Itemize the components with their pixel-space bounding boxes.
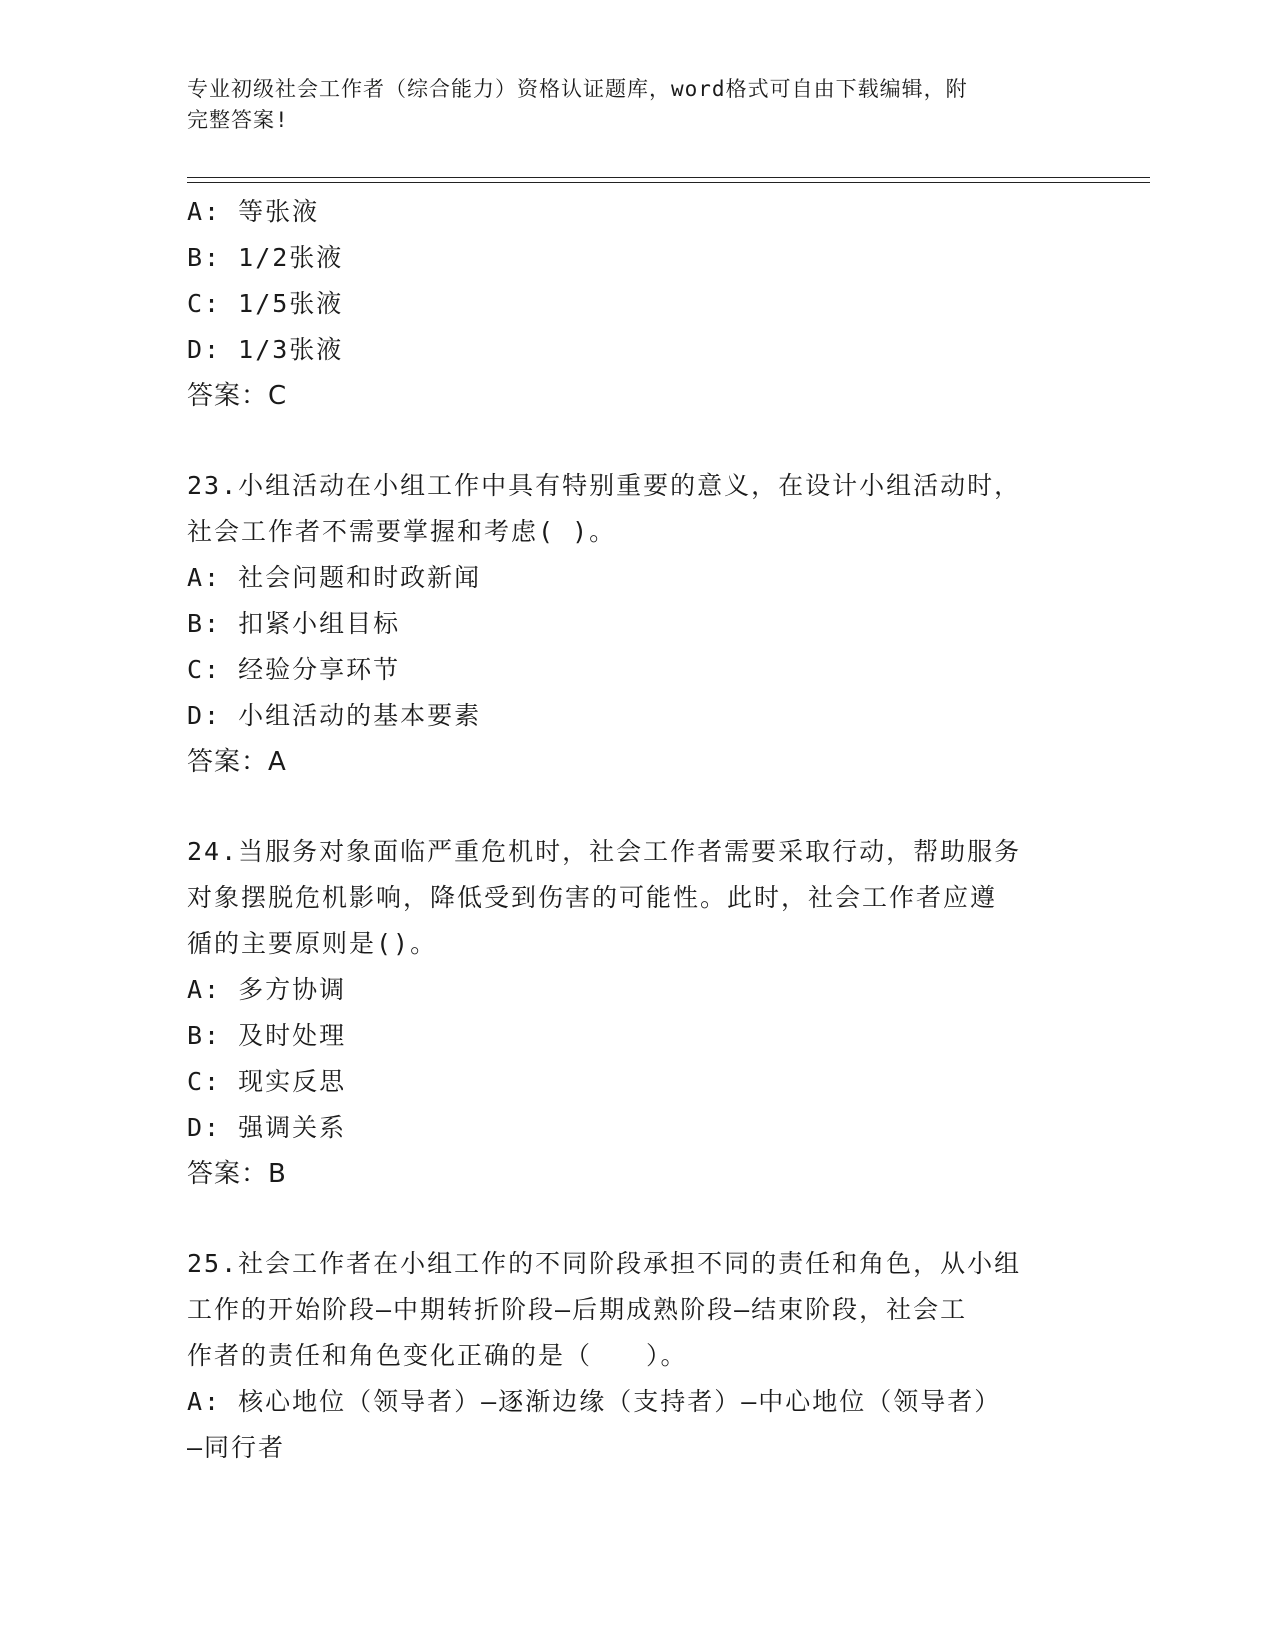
question-stem-line: 社会工作者不需要掌握和考虑( )。 bbox=[187, 517, 617, 546]
option-c: C: 经验分享环节 bbox=[187, 655, 401, 684]
question-content bbox=[187, 189, 1087, 1471]
option-c: C: 现实反思 bbox=[187, 1067, 347, 1096]
option-b: B: 1/2张液 bbox=[187, 243, 344, 272]
option-a: A: 核心地位（领导者）—逐渐边缘（支持者）—中心地位（领导者） bbox=[187, 1387, 1002, 1416]
question-24 bbox=[187, 829, 1087, 1197]
question-stem-line: 循的主要原则是()。 bbox=[187, 929, 438, 958]
option-a: A: 多方协调 bbox=[187, 975, 347, 1004]
answer-line: 答案：A bbox=[187, 747, 287, 777]
header-divider-top bbox=[187, 177, 1150, 178]
option-b: B: 扣紧小组目标 bbox=[187, 609, 401, 638]
answer-line: 答案：C bbox=[187, 381, 288, 411]
header-line-2: 完整答案! bbox=[187, 108, 289, 132]
option-a-continuation: —同行者 bbox=[187, 1433, 286, 1462]
option-b: B: 及时处理 bbox=[187, 1021, 347, 1050]
question-stem-line: 工作的开始阶段—中期转折阶段—后期成熟阶段—结束阶段，社会工 bbox=[187, 1295, 968, 1324]
header-line-1: 专业初级社会工作者（综合能力）资格认证题库，word格式可自由下载编辑，附 bbox=[187, 77, 968, 101]
option-a: A: 等张液 bbox=[187, 197, 320, 226]
option-d: D: 1/3张液 bbox=[187, 335, 344, 364]
option-d: D: 强调关系 bbox=[187, 1113, 347, 1142]
question-stem-line: 24.当服务对象面临严重危机时，社会工作者需要采取行动，帮助服务 bbox=[187, 837, 1022, 866]
answer-line: 答案：B bbox=[187, 1159, 287, 1189]
header-divider-bottom bbox=[187, 182, 1150, 183]
question-25 bbox=[187, 1241, 1087, 1471]
question-23 bbox=[187, 463, 1087, 785]
question-22 bbox=[187, 189, 1087, 419]
option-a: A: 社会问题和时政新闻 bbox=[187, 563, 482, 592]
option-d: D: 小组活动的基本要素 bbox=[187, 701, 482, 730]
option-c: C: 1/5张液 bbox=[187, 289, 344, 318]
question-stem-line: 对象摆脱危机影响，降低受到伤害的可能性。此时，社会工作者应遵 bbox=[187, 883, 998, 912]
question-stem-line: 作者的责任和角色变化正确的是（ ）。 bbox=[187, 1341, 688, 1370]
document-header bbox=[187, 74, 1067, 136]
question-stem-line: 25.社会工作者在小组工作的不同阶段承担不同的责任和角色，从小组 bbox=[187, 1249, 1022, 1278]
question-stem-line: 23.小组活动在小组工作中具有特别重要的意义，在设计小组活动时， bbox=[187, 471, 1022, 500]
